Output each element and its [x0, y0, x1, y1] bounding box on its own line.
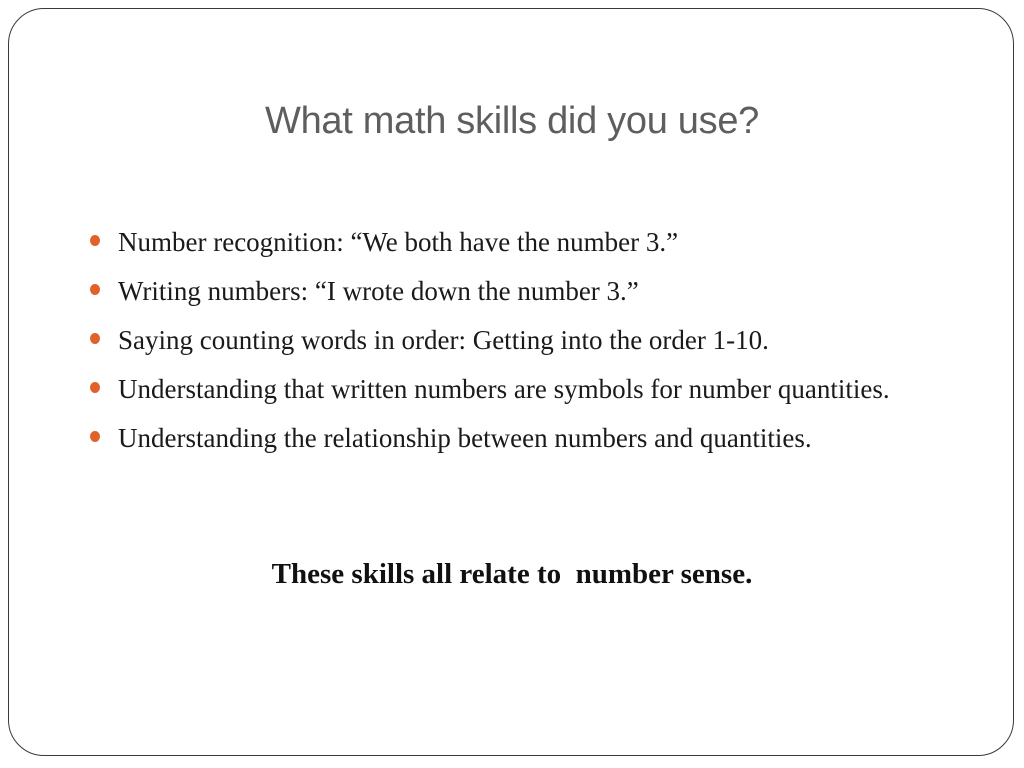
summary-line: These skills all relate to number sense.	[271, 558, 753, 590]
bullet-dot-icon	[90, 333, 100, 344]
list-item	[88, 320, 948, 360]
bullet-dot-icon	[90, 235, 100, 246]
list-item	[88, 418, 948, 458]
bullet-text: Saying counting words in order: Getting into the order 1-10.	[118, 325, 769, 355]
slide-title: What math skills did you use?	[265, 100, 759, 142]
bullet-text: Writing numbers: “I wrote down the number 3.”	[118, 276, 639, 306]
bullet-dot-icon	[90, 382, 100, 393]
bullet-text: Number recognition: “We both have the number 3.”	[118, 227, 679, 257]
list-item	[88, 271, 948, 311]
bullet-dot-icon	[90, 284, 100, 295]
bullet-dot-icon	[90, 431, 100, 442]
bullet-text: Understanding that written numbers are symbols for number quantities.	[118, 374, 890, 404]
bullet-list	[88, 222, 948, 467]
list-item	[88, 222, 948, 262]
list-item	[88, 369, 948, 409]
bullet-text: Understanding the relationship between numbers and quantities.	[118, 423, 812, 453]
